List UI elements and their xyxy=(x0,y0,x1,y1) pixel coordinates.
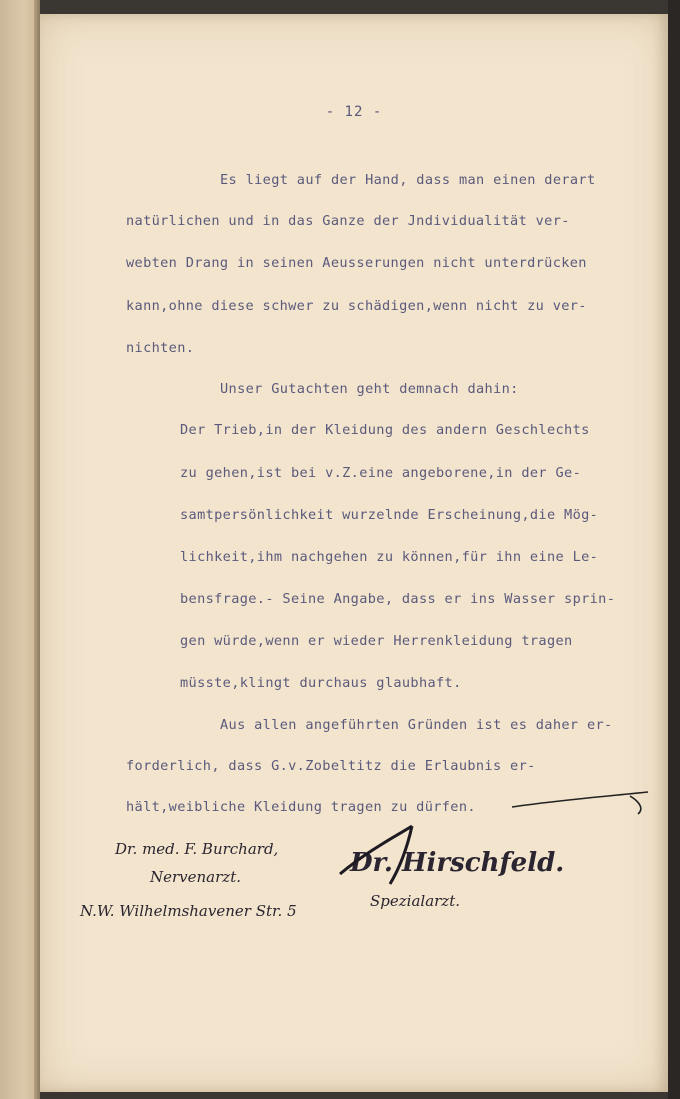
text-line: Unser Gutachten geht demnach dahin: xyxy=(220,381,519,397)
text-line: forderlich, dass G.v.Zobeltitz die Erlaubnis er- xyxy=(126,758,536,774)
text-line: lichkeit,ihm nachgehen zu können,für ihn eine Le- xyxy=(180,549,599,565)
text-line: natürlichen und in das Ganze der Jndividualität ver- xyxy=(126,213,570,229)
flourish-stroke xyxy=(512,792,648,814)
right-background xyxy=(668,0,680,1099)
signature-block xyxy=(40,14,668,1092)
text-line: Aus allen angeführten Gründen ist es daher er- xyxy=(220,717,613,733)
signature-right-name: Dr. Hirschfeld. xyxy=(350,848,565,878)
text-line: müsste,klingt durchaus glaubhaft. xyxy=(180,675,462,691)
signature-left-line3: N.W. Wilhelmshavener Str. 5 xyxy=(80,902,297,920)
text-line: bensfrage.- Seine Angabe, dass er ins Wasser sprin- xyxy=(180,591,616,607)
text-line: Der Trieb,in der Kleidung des andern Geschlechts xyxy=(180,422,590,438)
signature-left-line1: Dr. med. F. Burchard, xyxy=(115,840,279,858)
text-line: hält,weibliche Kleidung tragen zu dürfen. xyxy=(126,799,476,815)
page-number: - 12 - xyxy=(325,104,383,120)
text-line: zu gehen,ist bei v.Z.eine angeborene,in der Ge- xyxy=(180,465,582,481)
signature-left-line2: Nervenarzt. xyxy=(150,868,241,886)
document-page xyxy=(40,14,668,1092)
text-line: webten Drang in seinen Aeusserungen nicht unterdrücken xyxy=(126,255,587,271)
text-line: kann,ohne diese schwer zu schädigen,wenn nicht zu ver- xyxy=(126,298,587,314)
text-line: nichten. xyxy=(126,340,195,356)
text-line: samtpersönlichkeit wurzelnde Erscheinung,die Mög- xyxy=(180,507,599,523)
text-line: Es liegt auf der Hand, dass man einen derart xyxy=(220,172,596,188)
signature-right-title: Spezialarzt. xyxy=(370,892,461,910)
text-line: gen würde,wenn er wieder Herrenkleidung tragen xyxy=(180,633,573,649)
